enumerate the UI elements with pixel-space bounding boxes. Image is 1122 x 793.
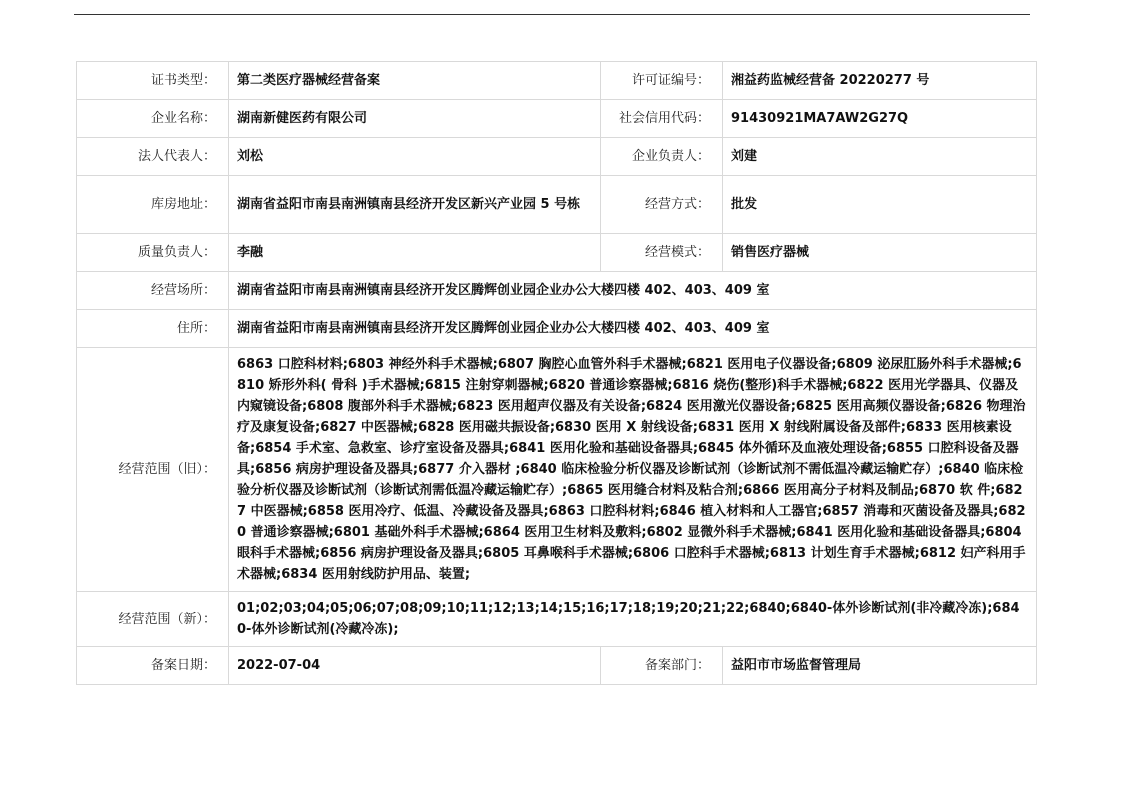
filing-dept-value: 益阳市市场监督管理局 [723, 647, 1037, 685]
quality-head-value: 李融 [229, 234, 601, 272]
scope-new-value: 01;02;03;04;05;06;07;08;09;10;11;12;13;14;15;16;17;18;19;20;21;22;6840;6840-体外诊断试剂(非冷藏冷冻);6840-体外诊断试剂(冷藏冷冻); [229, 592, 1037, 647]
row-scope-old [77, 348, 1037, 592]
residence-label: 住所： [77, 310, 229, 348]
cert-type-label: 证书类型： [77, 62, 229, 100]
business-method-value: 批发 [723, 176, 1037, 234]
credit-code-label: 社会信用代码： [601, 100, 723, 138]
filing-dept-label: 备案部门： [601, 647, 723, 685]
row-scope-new [77, 592, 1037, 647]
warehouse-address-value: 湖南省益阳市南县南洲镇南县经济开发区新兴产业园 5 号栋 [229, 176, 601, 234]
license-no-value: 湘益药监械经营备 20220277 号 [723, 62, 1037, 100]
business-mode-value: 销售医疗器械 [723, 234, 1037, 272]
legal-rep-value: 刘松 [229, 138, 601, 176]
row-filing-date [77, 647, 1037, 685]
scope-new-label: 经营范围（新）： [77, 592, 229, 647]
row-quality-head [77, 234, 1037, 272]
company-name-label: 企业名称： [77, 100, 229, 138]
business-mode-label: 经营模式： [601, 234, 723, 272]
company-head-value: 刘建 [723, 138, 1037, 176]
filing-date-value: 2022-07-04 [229, 647, 601, 685]
company-name-value: 湖南新健医药有限公司 [229, 100, 601, 138]
row-residence [77, 310, 1037, 348]
scope-old-label: 经营范围（旧）： [77, 348, 229, 592]
row-business-premises [77, 272, 1037, 310]
row-cert-type [77, 62, 1037, 100]
warehouse-address-label: 库房地址： [77, 176, 229, 234]
residence-value: 湖南省益阳市南县南洲镇南县经济开发区腾辉创业园企业办公大楼四楼 402、403、409 室 [229, 310, 1037, 348]
company-head-label: 企业负责人： [601, 138, 723, 176]
cert-type-value: 第二类医疗器械经营备案 [229, 62, 601, 100]
business-method-label: 经营方式： [601, 176, 723, 234]
row-legal-rep [77, 138, 1037, 176]
filing-date-label: 备案日期： [77, 647, 229, 685]
row-company-name [77, 100, 1037, 138]
credit-code-value: 91430921MA7AW2G27Q [723, 100, 1037, 138]
top-divider-line [74, 14, 1030, 15]
business-premises-value: 湖南省益阳市南县南洲镇南县经济开发区腾辉创业园企业办公大楼四楼 402、403、409 室 [229, 272, 1037, 310]
filing-record-table [76, 61, 1037, 685]
quality-head-label: 质量负责人： [77, 234, 229, 272]
business-premises-label: 经营场所： [77, 272, 229, 310]
row-warehouse-address [77, 176, 1037, 234]
legal-rep-label: 法人代表人： [77, 138, 229, 176]
license-no-label: 许可证编号： [601, 62, 723, 100]
scope-old-value: 6863 口腔科材料;6803 神经外科手术器械;6807 胸腔心血管外科手术器械;6821 医用电子仪器设备;6809 泌尿肛肠外科手术器械;6810 矫形外科( 骨科 )手术器械;6815 注射穿刺器械;6820 普通诊察器械;6816 烧伤(整形)科手术器械;6822 医用光学器具、仪器及内窥镜设备;6808 腹部外科手术器械;6823 医用超声仪器及有关设备;6824 医用激光仪器设备;6825 医用高频仪器设备;6826 物理治疗及康复设备;6827 中医器械;6828 医用磁共振设备;6830 医用 X 射线设备;6831 医用 X 射线附属设备及部件;6833 医用核素设备;6854 手术室、急救室、诊疗室设备及器具;6841 医用化验和基础设备器具;6845 体外循环及血液处理设备;6855 口腔科设备及器具;6856 病房护理设备及器具;6877 介入器材 ;6840 临床检验分析仪器及诊断试剂（诊断试剂不需低温冷藏运输贮存）;6840 临床检验分析仪器及诊断试剂（诊断试剂需低温冷藏运输贮存）;6865 医用缝合材料及粘合剂;6866 医用高分子材料及制品;6870 软 件;6827 中医器械;6858 医用冷疗、低温、冷藏设备及器具;6863 口腔科材料;6846 植入材料和人工器官;6857 消毒和灭菌设备及器具;6820 普通诊察器械;6801 基础外科手术器械;6864 医用卫生材料及敷料;6802 显微外科手术器械;6841 医用化验和基础设备器具;6804 眼科手术器械;6856 病房护理设备及器具;6805 耳鼻喉科手术器械;6806 口腔科手术器械;6813 计划生育手术器械;6812 妇产科用手术器械;6834 医用射线防护用品、装置; [229, 348, 1037, 592]
